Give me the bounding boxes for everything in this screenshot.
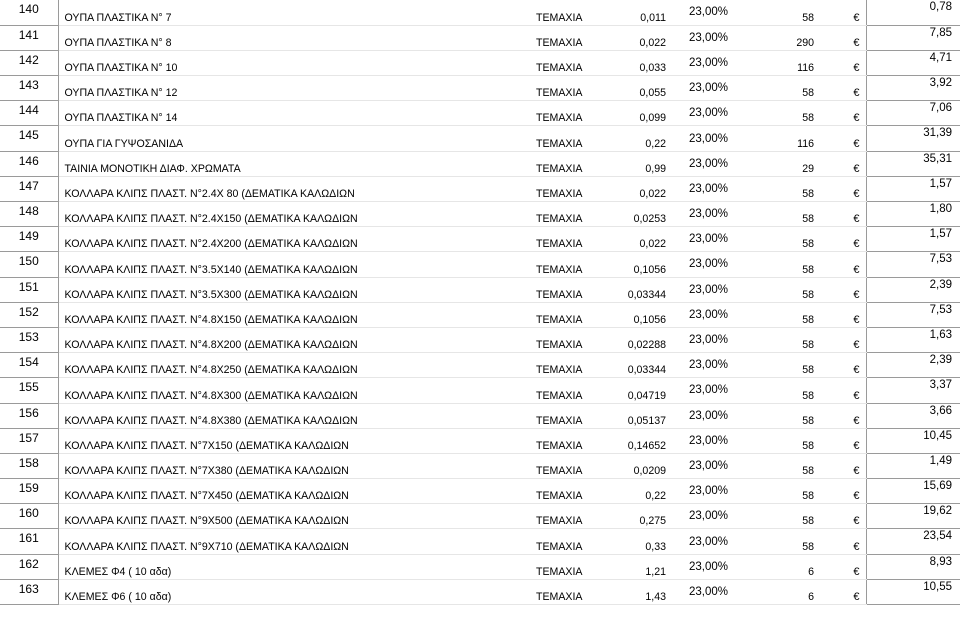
vat-rate-cell: 23,00%: [666, 151, 730, 176]
price-cell: 7,53: [866, 302, 960, 327]
vat-rate-cell: 23,00%: [666, 202, 730, 227]
price-cell: 7,53: [866, 252, 960, 277]
description-cell: ΚΟΛΛΑΡΑ ΚΛΙΠΣ ΠΛΑΣΤ. Ν°3.5Χ300 (ΔΕΜΑΤΙΚΑ ΚΑΛΩΔΙΩΝ: [58, 277, 536, 302]
pieces-cell: 6: [730, 554, 816, 579]
quantity-cell: 0,0209: [606, 453, 666, 478]
table-row: [0, 529, 960, 554]
pieces-cell: 58: [730, 378, 816, 403]
pieces-cell: 58: [730, 403, 816, 428]
description-cell: ΚΟΛΛΑΡΑ ΚΛΙΠΣ ΠΛΑΣΤ. Ν°4.8Χ150 (ΔΕΜΑΤΙΚΑ ΚΑΛΩΔΙΩΝ: [58, 302, 536, 327]
table-row: [0, 126, 960, 151]
quantity-cell: 1,43: [606, 579, 666, 604]
pieces-cell: 58: [730, 277, 816, 302]
table-row: [0, 277, 960, 302]
price-cell: 3,92: [866, 76, 960, 101]
vat-rate-cell: 23,00%: [666, 579, 730, 604]
price-cell: 2,39: [866, 353, 960, 378]
currency-cell: €: [816, 353, 866, 378]
price-cell: 1,80: [866, 202, 960, 227]
pieces-cell: 58: [730, 0, 816, 25]
pieces-cell: 58: [730, 176, 816, 201]
unit-cell: ΤΕΜΑΧΙΑ: [536, 302, 606, 327]
currency-cell: €: [816, 529, 866, 554]
price-cell: 0,78: [866, 0, 960, 25]
pieces-cell: 58: [730, 428, 816, 453]
unit-cell: ΤΕΜΑΧΙΑ: [536, 428, 606, 453]
price-cell: 10,55: [866, 579, 960, 604]
quantity-cell: 0,1056: [606, 252, 666, 277]
row-number-cell: 151: [0, 277, 58, 302]
pieces-cell: 116: [730, 126, 816, 151]
unit-cell: ΤΕΜΑΧΙΑ: [536, 479, 606, 504]
price-cell: 1,57: [866, 176, 960, 201]
description-cell: ΚΟΛΛΑΡΑ ΚΛΙΠΣ ΠΛΑΣΤ. Ν°9Χ500 (ΔΕΜΑΤΙΚΑ ΚΑΛΩΔΙΩΝ: [58, 504, 536, 529]
quantity-cell: 0,099: [606, 101, 666, 126]
vat-rate-cell: 23,00%: [666, 126, 730, 151]
table-row: [0, 151, 960, 176]
vat-rate-cell: 23,00%: [666, 101, 730, 126]
unit-cell: ΤΕΜΑΧΙΑ: [536, 504, 606, 529]
table-row: [0, 403, 960, 428]
vat-rate-cell: 23,00%: [666, 252, 730, 277]
pieces-cell: 116: [730, 50, 816, 75]
price-cell: 1,49: [866, 453, 960, 478]
description-cell: ΚΟΛΛΑΡΑ ΚΛΙΠΣ ΠΛΑΣΤ. Ν°2.4Χ200 (ΔΕΜΑΤΙΚΑ ΚΑΛΩΔΙΩΝ: [58, 227, 536, 252]
unit-cell: ΤΕΜΑΧΙΑ: [536, 327, 606, 352]
unit-cell: ΤΕΜΑΧΙΑ: [536, 126, 606, 151]
row-number-cell: 162: [0, 554, 58, 579]
price-cell: 8,93: [866, 554, 960, 579]
row-number-cell: 160: [0, 504, 58, 529]
price-cell: 3,37: [866, 378, 960, 403]
price-cell: 4,71: [866, 50, 960, 75]
pieces-cell: 58: [730, 453, 816, 478]
quantity-cell: 0,03344: [606, 277, 666, 302]
pieces-cell: 58: [730, 327, 816, 352]
table-row: [0, 453, 960, 478]
vat-rate-cell: 23,00%: [666, 0, 730, 25]
table-row: [0, 0, 960, 25]
row-number-cell: 157: [0, 428, 58, 453]
vat-rate-cell: 23,00%: [666, 504, 730, 529]
description-cell: ΟΥΠΑ ΓΙΑ ΓΥΨΟΣΑΝΙΔΑ: [58, 126, 536, 151]
vat-rate-cell: 23,00%: [666, 25, 730, 50]
description-cell: ΚΟΛΛΑΡΑ ΚΛΙΠΣ ΠΛΑΣΤ. Ν°4.8Χ300 (ΔΕΜΑΤΙΚΑ ΚΑΛΩΔΙΩΝ: [58, 378, 536, 403]
description-cell: ΚΟΛΛΑΡΑ ΚΛΙΠΣ ΠΛΑΣΤ. Ν°4.8Χ200 (ΔΕΜΑΤΙΚΑ ΚΑΛΩΔΙΩΝ: [58, 327, 536, 352]
row-number-cell: 152: [0, 302, 58, 327]
currency-cell: €: [816, 227, 866, 252]
vat-rate-cell: 23,00%: [666, 428, 730, 453]
currency-cell: €: [816, 403, 866, 428]
quantity-cell: 0,02288: [606, 327, 666, 352]
price-cell: 31,39: [866, 126, 960, 151]
currency-cell: €: [816, 453, 866, 478]
row-number-cell: 155: [0, 378, 58, 403]
table-row: [0, 176, 960, 201]
currency-cell: €: [816, 378, 866, 403]
row-number-cell: 143: [0, 76, 58, 101]
quantity-cell: 0,011: [606, 0, 666, 25]
description-cell: ΚΟΛΛΑΡΑ ΚΛΙΠΣ ΠΛΑΣΤ. Ν°4.8Χ250 (ΔΕΜΑΤΙΚΑ ΚΑΛΩΔΙΩΝ: [58, 353, 536, 378]
row-number-cell: 145: [0, 126, 58, 151]
row-number-cell: 147: [0, 176, 58, 201]
table-row: [0, 302, 960, 327]
pieces-cell: 58: [730, 227, 816, 252]
unit-cell: ΤΕΜΑΧΙΑ: [536, 252, 606, 277]
currency-cell: €: [816, 252, 866, 277]
quantity-cell: 1,21: [606, 554, 666, 579]
pieces-cell: 58: [730, 202, 816, 227]
unit-cell: ΤΕΜΑΧΙΑ: [536, 403, 606, 428]
quantity-cell: 0,22: [606, 126, 666, 151]
table-row: [0, 327, 960, 352]
pieces-cell: 58: [730, 252, 816, 277]
description-cell: ΚΟΛΛΑΡΑ ΚΛΙΠΣ ΠΛΑΣΤ. Ν°3.5Χ140 (ΔΕΜΑΤΙΚΑ ΚΑΛΩΔΙΩΝ: [58, 252, 536, 277]
vat-rate-cell: 23,00%: [666, 554, 730, 579]
price-cell: 7,06: [866, 101, 960, 126]
unit-cell: ΤΕΜΑΧΙΑ: [536, 151, 606, 176]
description-cell: ΚΟΛΛΑΡΑ ΚΛΙΠΣ ΠΛΑΣΤ. Ν°7Χ450 (ΔΕΜΑΤΙΚΑ ΚΑΛΩΔΙΩΝ: [58, 479, 536, 504]
unit-cell: ΤΕΜΑΧΙΑ: [536, 50, 606, 75]
unit-cell: ΤΕΜΑΧΙΑ: [536, 353, 606, 378]
table-row: [0, 554, 960, 579]
quantity-cell: 0,99: [606, 151, 666, 176]
pieces-cell: 58: [730, 353, 816, 378]
currency-cell: €: [816, 151, 866, 176]
table-row: [0, 504, 960, 529]
price-cell: 2,39: [866, 277, 960, 302]
unit-cell: ΤΕΜΑΧΙΑ: [536, 378, 606, 403]
description-cell: ΟΥΠΑ ΠΛΑΣΤΙΚΑ Ν° 10: [58, 50, 536, 75]
description-cell: ΟΥΠΑ ΠΛΑΣΤΙΚΑ Ν° 8: [58, 25, 536, 50]
unit-cell: ΤΕΜΑΧΙΑ: [536, 25, 606, 50]
vat-rate-cell: 23,00%: [666, 277, 730, 302]
vat-rate-cell: 23,00%: [666, 302, 730, 327]
vat-rate-cell: 23,00%: [666, 479, 730, 504]
currency-cell: €: [816, 277, 866, 302]
currency-cell: €: [816, 479, 866, 504]
row-number-cell: 149: [0, 227, 58, 252]
currency-cell: €: [816, 327, 866, 352]
quantity-cell: 0,022: [606, 176, 666, 201]
price-cell: 1,63: [866, 327, 960, 352]
table-row: [0, 227, 960, 252]
currency-cell: €: [816, 50, 866, 75]
quantity-cell: 0,055: [606, 76, 666, 101]
quantity-cell: 0,1056: [606, 302, 666, 327]
description-cell: ΚΛΕΜΕΣ Φ6 ( 10 αδα): [58, 579, 536, 604]
pieces-cell: 290: [730, 25, 816, 50]
description-cell: ΚΟΛΛΑΡΑ ΚΛΙΠΣ ΠΛΑΣΤ. Ν°7Χ380 (ΔΕΜΑΤΙΚΑ ΚΑΛΩΔΙΩΝ: [58, 453, 536, 478]
currency-cell: €: [816, 579, 866, 604]
price-cell: 23,54: [866, 529, 960, 554]
unit-cell: ΤΕΜΑΧΙΑ: [536, 453, 606, 478]
currency-cell: €: [816, 101, 866, 126]
pieces-cell: 58: [730, 504, 816, 529]
description-cell: ΟΥΠΑ ΠΛΑΣΤΙΚΑ Ν° 14: [58, 101, 536, 126]
price-cell: 1,57: [866, 227, 960, 252]
table-row: [0, 25, 960, 50]
currency-cell: €: [816, 554, 866, 579]
quantity-cell: 0,05137: [606, 403, 666, 428]
unit-cell: ΤΕΜΑΧΙΑ: [536, 227, 606, 252]
quantity-cell: 0,33: [606, 529, 666, 554]
table-row: [0, 50, 960, 75]
row-number-cell: 153: [0, 327, 58, 352]
price-cell: 35,31: [866, 151, 960, 176]
vat-rate-cell: 23,00%: [666, 378, 730, 403]
row-number-cell: 146: [0, 151, 58, 176]
row-number-cell: 150: [0, 252, 58, 277]
row-number-cell: 148: [0, 202, 58, 227]
unit-cell: ΤΕΜΑΧΙΑ: [536, 202, 606, 227]
quantity-cell: 0,04719: [606, 378, 666, 403]
quantity-cell: 0,14652: [606, 428, 666, 453]
quantity-cell: 0,022: [606, 25, 666, 50]
row-number-cell: 159: [0, 479, 58, 504]
pieces-cell: 58: [730, 529, 816, 554]
pieces-cell: 58: [730, 479, 816, 504]
table-row: [0, 378, 960, 403]
currency-cell: €: [816, 504, 866, 529]
description-cell: ΤΑΙΝΙΑ ΜΟΝΟΤΙΚΗ ΔΙΑΦ. ΧΡΩΜΑΤΑ: [58, 151, 536, 176]
unit-cell: ΤΕΜΑΧΙΑ: [536, 579, 606, 604]
pieces-cell: 58: [730, 101, 816, 126]
row-number-cell: 144: [0, 101, 58, 126]
description-cell: ΟΥΠΑ ΠΛΑΣΤΙΚΑ Ν° 7: [58, 0, 536, 25]
row-number-cell: 140: [0, 0, 58, 25]
price-cell: 10,45: [866, 428, 960, 453]
table-row: [0, 101, 960, 126]
row-number-cell: 158: [0, 453, 58, 478]
table-row: [0, 202, 960, 227]
currency-cell: €: [816, 25, 866, 50]
unit-cell: ΤΕΜΑΧΙΑ: [536, 176, 606, 201]
currency-cell: €: [816, 176, 866, 201]
unit-cell: ΤΕΜΑΧΙΑ: [536, 554, 606, 579]
quantity-cell: 0,03344: [606, 353, 666, 378]
table-row: [0, 579, 960, 604]
description-cell: ΟΥΠΑ ΠΛΑΣΤΙΚΑ Ν° 12: [58, 76, 536, 101]
currency-cell: €: [816, 126, 866, 151]
row-number-cell: 142: [0, 50, 58, 75]
currency-cell: €: [816, 0, 866, 25]
unit-cell: ΤΕΜΑΧΙΑ: [536, 529, 606, 554]
vat-rate-cell: 23,00%: [666, 529, 730, 554]
unit-cell: ΤΕΜΑΧΙΑ: [536, 0, 606, 25]
description-cell: ΚΟΛΛΑΡΑ ΚΛΙΠΣ ΠΛΑΣΤ. Ν°9Χ710 (ΔΕΜΑΤΙΚΑ ΚΑΛΩΔΙΩΝ: [58, 529, 536, 554]
vat-rate-cell: 23,00%: [666, 353, 730, 378]
price-cell: 3,66: [866, 403, 960, 428]
row-number-cell: 141: [0, 25, 58, 50]
quantity-cell: 0,0253: [606, 202, 666, 227]
table-row: [0, 353, 960, 378]
pieces-cell: 58: [730, 76, 816, 101]
quantity-cell: 0,033: [606, 50, 666, 75]
description-cell: ΚΟΛΛΑΡΑ ΚΛΙΠΣ ΠΛΑΣΤ. Ν°2.4Χ 80 (ΔΕΜΑΤΙΚΑ ΚΑΛΩΔΙΩΝ: [58, 176, 536, 201]
price-cell: 15,69: [866, 479, 960, 504]
unit-cell: ΤΕΜΑΧΙΑ: [536, 101, 606, 126]
currency-cell: €: [816, 202, 866, 227]
pieces-cell: 29: [730, 151, 816, 176]
row-number-cell: 154: [0, 353, 58, 378]
table-row: [0, 428, 960, 453]
table-row: [0, 76, 960, 101]
vat-rate-cell: 23,00%: [666, 227, 730, 252]
currency-cell: €: [816, 76, 866, 101]
quantity-cell: 0,275: [606, 504, 666, 529]
vat-rate-cell: 23,00%: [666, 403, 730, 428]
row-number-cell: 163: [0, 579, 58, 604]
vat-rate-cell: 23,00%: [666, 327, 730, 352]
description-cell: ΚΟΛΛΑΡΑ ΚΛΙΠΣ ΠΛΑΣΤ. Ν°4.8Χ380 (ΔΕΜΑΤΙΚΑ ΚΑΛΩΔΙΩΝ: [58, 403, 536, 428]
description-cell: ΚΟΛΛΑΡΑ ΚΛΙΠΣ ΠΛΑΣΤ. Ν°7Χ150 (ΔΕΜΑΤΙΚΑ ΚΑΛΩΔΙΩΝ: [58, 428, 536, 453]
price-cell: 7,85: [866, 25, 960, 50]
price-cell: 19,62: [866, 504, 960, 529]
unit-cell: ΤΕΜΑΧΙΑ: [536, 277, 606, 302]
currency-cell: €: [816, 428, 866, 453]
vat-rate-cell: 23,00%: [666, 453, 730, 478]
table-row: [0, 252, 960, 277]
unit-cell: ΤΕΜΑΧΙΑ: [536, 76, 606, 101]
pieces-cell: 58: [730, 302, 816, 327]
vat-rate-cell: 23,00%: [666, 176, 730, 201]
quantity-cell: 0,22: [606, 479, 666, 504]
table-row: [0, 479, 960, 504]
description-cell: ΚΛΕΜΕΣ Φ4 ( 10 αδα): [58, 554, 536, 579]
row-number-cell: 156: [0, 403, 58, 428]
description-cell: ΚΟΛΛΑΡΑ ΚΛΙΠΣ ΠΛΑΣΤ. Ν°2.4Χ150 (ΔΕΜΑΤΙΚΑ ΚΑΛΩΔΙΩΝ: [58, 202, 536, 227]
pieces-cell: 6: [730, 579, 816, 604]
vat-rate-cell: 23,00%: [666, 76, 730, 101]
quantity-cell: 0,022: [606, 227, 666, 252]
row-number-cell: 161: [0, 529, 58, 554]
vat-rate-cell: 23,00%: [666, 50, 730, 75]
currency-cell: €: [816, 302, 866, 327]
